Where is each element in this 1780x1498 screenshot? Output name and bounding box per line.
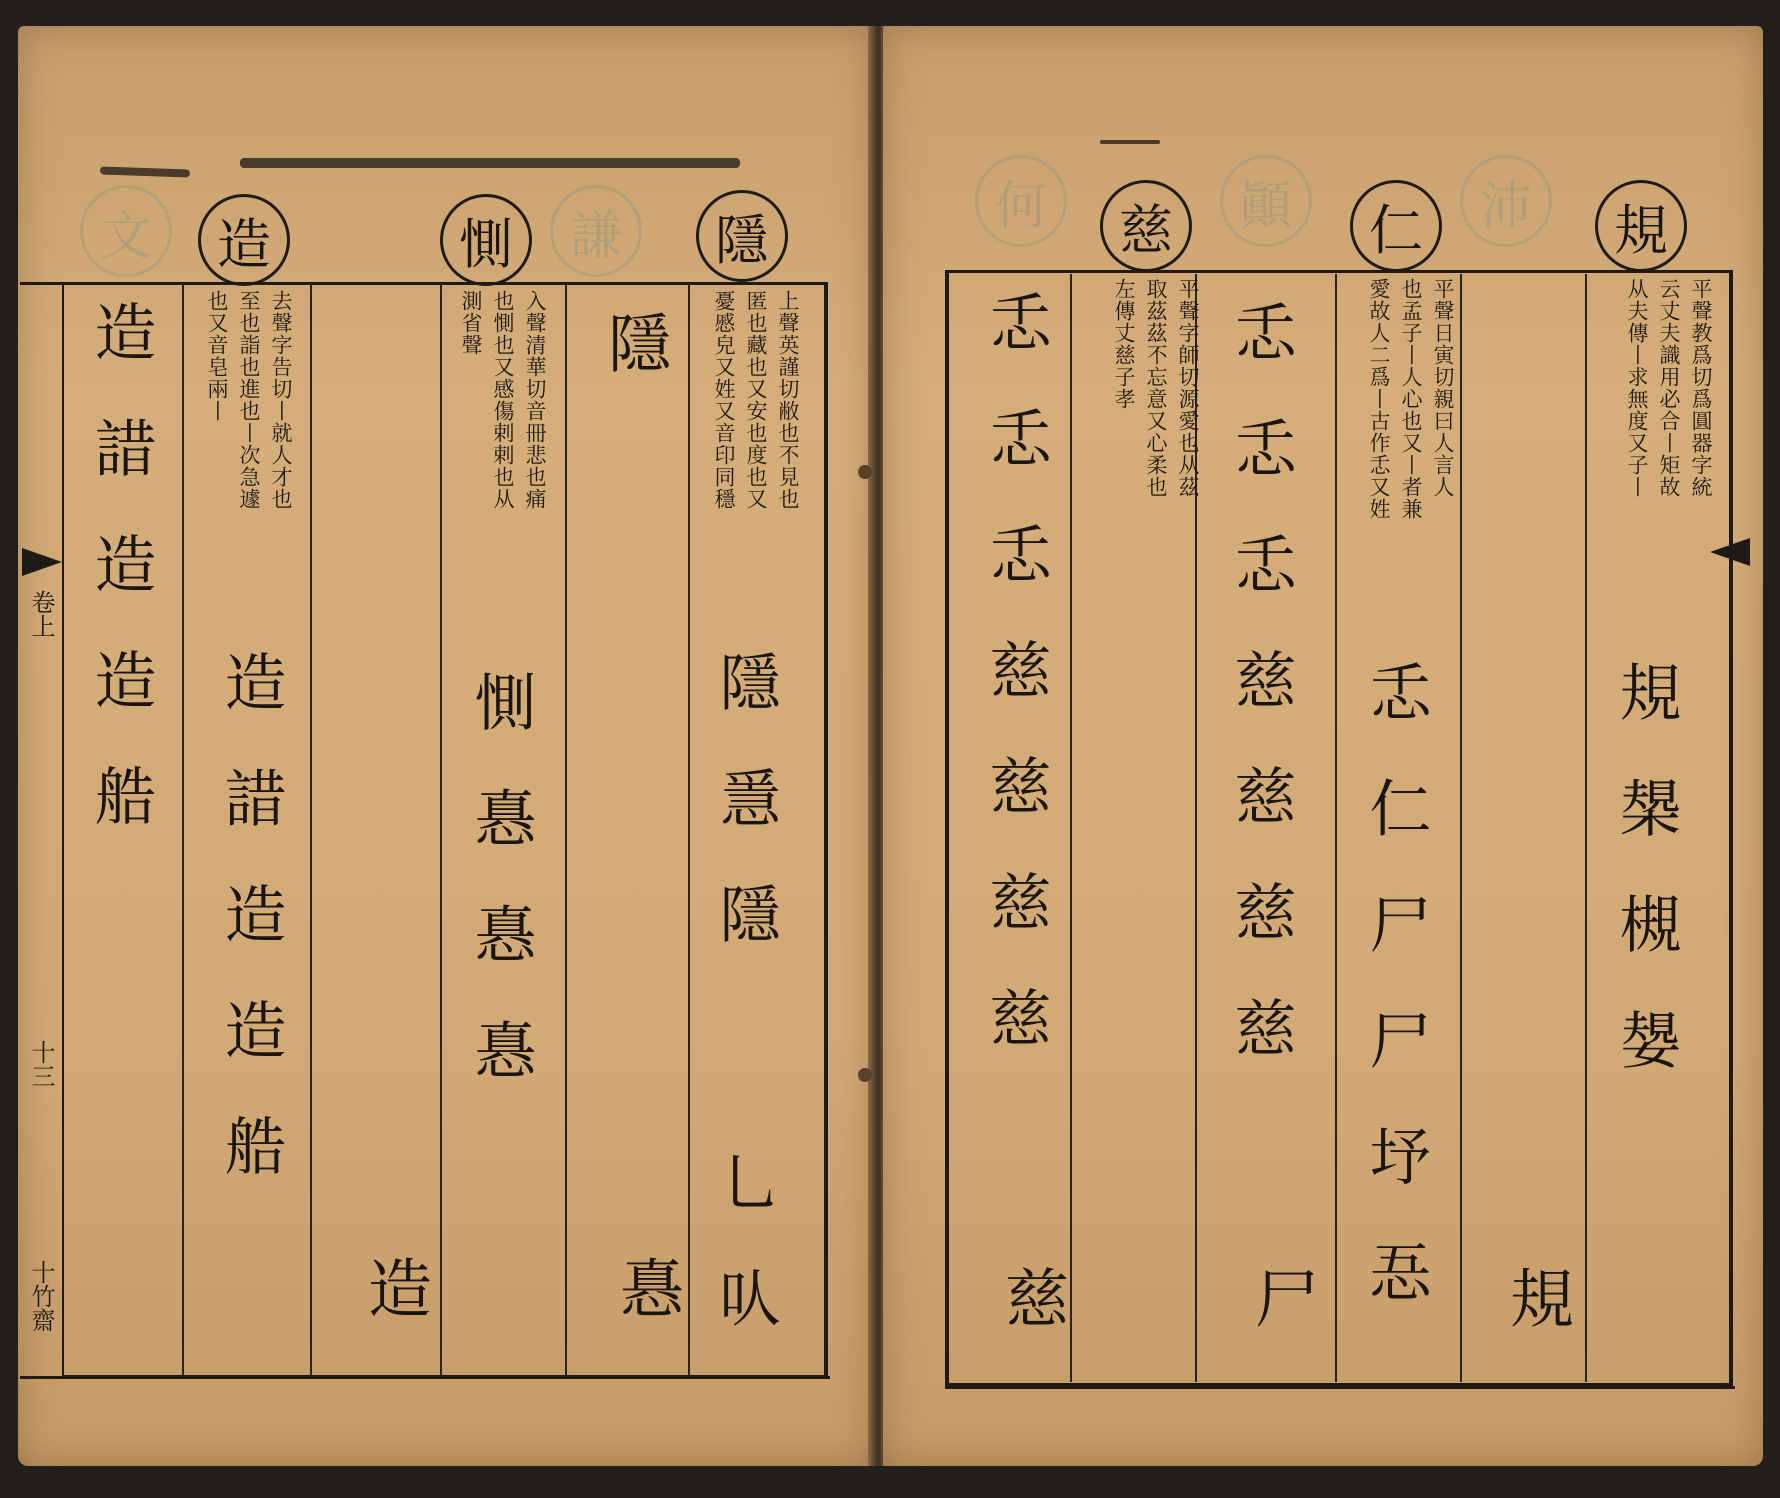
column-rule (182, 285, 184, 1375)
column-rule (1335, 274, 1337, 1382)
folio-number: 十三 (27, 1040, 55, 1088)
annotation-line: 也孟子丨人心也又丨者兼 (1399, 278, 1423, 520)
seal-forms: 忎忎忎慈慈慈慈 (979, 290, 1052, 1102)
column-rule (688, 285, 690, 1375)
bleed-through-circle: 顚 (1220, 155, 1312, 247)
annotation-line: 去聲字告切丨就人才也 (269, 290, 293, 510)
column-rule (1585, 274, 1587, 1382)
heading-circle-gui: 規 (1595, 180, 1687, 272)
seal-character: 慈 (994, 1265, 1068, 1329)
annotation-line: 匿也藏也又安也度也又 (744, 290, 768, 510)
left-top-rule (20, 282, 820, 285)
annotation-line: 取茲茲不忘意又心柔也 (1144, 278, 1168, 498)
annotation-line: 憂慼皃又姓又音印同穩 (712, 290, 736, 510)
heading-circle-zao: 造 (198, 194, 290, 286)
bleed-through-circle: 謙 (550, 185, 642, 277)
heading-circle-ci: 慈 (1100, 180, 1192, 272)
annotation-line: 至也詣也進也丨次急遽 (237, 290, 261, 510)
binding-hole (858, 1068, 872, 1082)
ink-smear (1100, 140, 1160, 144)
seal-forms: 規槼槻嫢 (1609, 660, 1682, 1124)
seal-forms: 忎仁尸尸㘧忢 (1359, 660, 1432, 1356)
seal-character: 規 (1499, 1265, 1573, 1329)
annotation-line: 平聲教爲切爲圓器字統 (1689, 278, 1713, 498)
bleed-through-circle: 何 (975, 155, 1067, 247)
fishtail-mark (1710, 538, 1750, 566)
annotation-line: 入聲清華切音冊悲也痛 (523, 290, 547, 510)
seal-forms: 造諎造造艁 (214, 650, 287, 1230)
annotation-line: 从夫傳丨求無度又子丨 (1625, 278, 1649, 498)
annotation-line: 左傳丈慈子孝 (1112, 278, 1136, 410)
fishtail-mark (22, 548, 62, 576)
seal-character: 尸 (1244, 1265, 1318, 1329)
binding-hole (858, 465, 872, 479)
seal-forms: 忎忎忎慈慈慈慈 (1224, 300, 1297, 1112)
ink-smear (240, 158, 740, 168)
studio-name: 十竹齋 (27, 1260, 55, 1332)
heading-circle-ce: 惻 (440, 194, 532, 286)
seal-forms: 惻㥲㥲㥲 (464, 670, 537, 1134)
column-rule (440, 285, 442, 1375)
juan-label: 卷上 (27, 590, 55, 638)
bleed-through-circle: 沛 (1460, 155, 1552, 247)
column-rule (1460, 274, 1462, 1382)
annotation-line: 也惻也又感傷剌剌也从 (491, 290, 515, 510)
annotation-line: 平聲日寅切親曰人言人 (1431, 278, 1455, 498)
column-rule (310, 285, 312, 1375)
annotation-line: 愛故人二爲丨古作忎又姓 (1367, 278, 1391, 520)
annotation-line: 上聲英謹切敝也不見也 (776, 290, 800, 510)
bleed-through-circle: 文 (80, 185, 172, 277)
annotation-line: 云丈夫識用必合丨矩故 (1657, 278, 1681, 498)
column-rule (565, 285, 567, 1375)
annotation-line: 測省聲 (459, 290, 483, 356)
seal-character: 㥲 (609, 1255, 683, 1319)
heading-circle-ren: 仁 (1350, 180, 1442, 272)
seal-character: 隱 (597, 310, 671, 374)
annotation-line: 平聲字師切源愛也从茲 (1176, 278, 1200, 498)
column-rule (1070, 274, 1072, 1382)
seal-forms: 乚㕥 (709, 1150, 782, 1382)
heading-circle-yin: 隱 (696, 190, 788, 282)
annotation-line: 也又音皂兩丨 (205, 290, 229, 422)
seal-forms: 隱㥯隱 (709, 650, 782, 998)
right-bottom-rule (945, 1386, 1735, 1389)
seal-forms: 造諎造造艁 (84, 300, 157, 880)
seal-character: 造 (357, 1255, 431, 1319)
